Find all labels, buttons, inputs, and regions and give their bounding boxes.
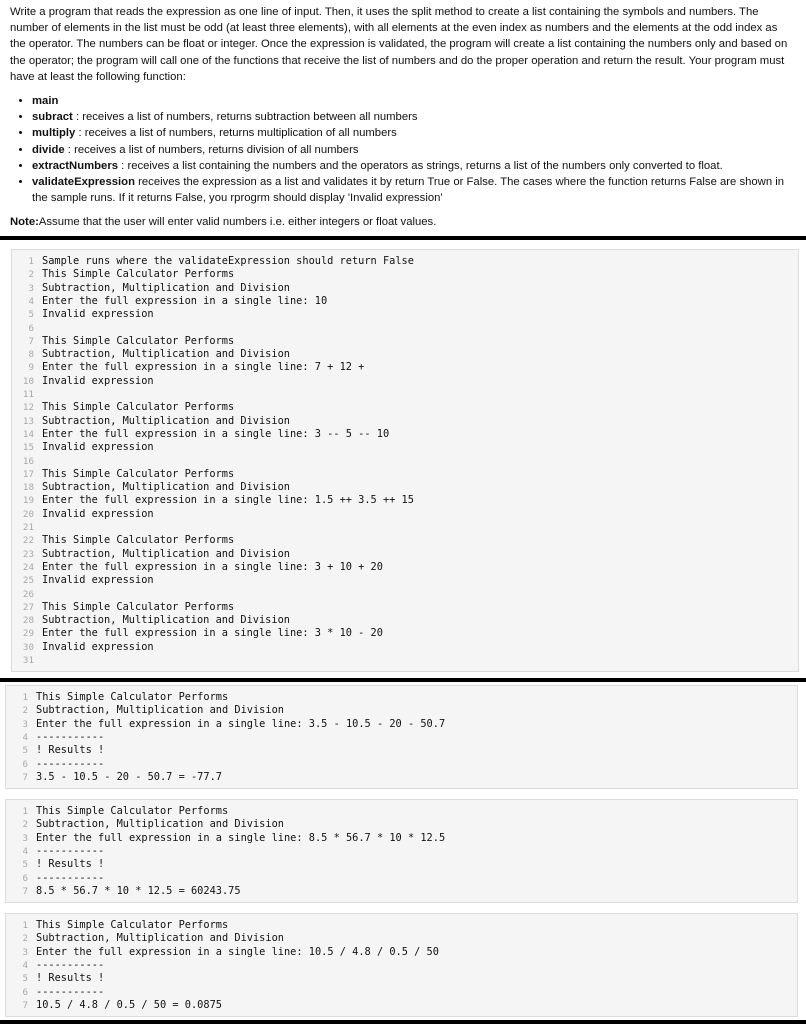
code-line: Enter the full expression in a single line: 3 * 10 - 20 [42,627,383,640]
line-number: 6 [28,322,34,334]
line-number: 3 [22,946,28,958]
line-number: 9 [28,362,34,374]
function-name: validateExpression [32,176,135,189]
line-number: 4 [22,845,28,857]
line-number: 7 [22,999,28,1011]
code-line: ----------- [36,871,105,884]
line-number: 6 [22,986,28,998]
line-number: 4 [22,959,28,971]
line-number: 2 [22,705,28,717]
line-number: 7 [28,335,34,347]
code-line: Enter the full expression in a single line: 10 [42,294,328,307]
line-number: 2 [22,819,28,831]
function-name: divide [32,143,65,156]
function-item [32,174,796,206]
code-line: Subtraction, Multiplication and Division [36,818,284,831]
function-item [32,142,796,158]
line-number: 7 [22,885,28,897]
line-number: 1 [22,692,28,703]
line-number: 31 [22,655,34,666]
code-line: 3.5 - 10.5 - 20 - 50.7 = -77.7 [36,770,222,783]
instructions-section [0,0,806,236]
line-number: 3 [22,832,28,844]
line-number: 27 [22,601,34,613]
line-number: 30 [22,641,34,653]
code-line: ! Results ! [36,744,105,757]
code-line: Invalid expression [42,308,154,321]
line-number: 21 [22,522,34,533]
valid-run-code-block [5,913,798,1017]
line-number: 2 [22,933,28,945]
divider [0,1020,806,1024]
line-number: 29 [22,628,34,640]
line-number: 5 [22,973,28,985]
code-line: Subtraction, Multiplication and Division [36,932,284,945]
code-line: This Simple Calculator Performs [42,334,235,347]
function-name: extractNumbers [32,159,119,172]
code-line: Sample runs where the validateExpression should return False [42,255,414,267]
line-number: 7 [22,771,28,783]
line-number: 25 [22,575,34,587]
code-line: Enter the full expression in a single line: 8.5 * 56.7 * 10 * 12.5 [36,831,446,844]
code-line: This Simple Calculator Performs [42,401,235,414]
line-number: 28 [22,615,34,627]
line-number: 4 [22,731,28,743]
line-number: 18 [22,482,34,494]
line-number: 26 [22,588,34,600]
line-number: 17 [22,468,34,480]
function-list [10,93,796,206]
code-line: ----------- [36,757,105,770]
code-line: Enter the full expression in a single line: 3 -- 5 -- 10 [42,427,390,440]
line-number: 1 [22,920,28,931]
code-line: This Simple Calculator Performs [42,534,235,547]
line-number: 3 [22,718,28,730]
code-line: Subtraction, Multiplication and Division [42,614,290,627]
code-line: ----------- [36,958,105,971]
code-line: Subtraction, Multiplication and Division [42,414,290,427]
line-number: 1 [28,256,34,267]
line-number: 4 [28,295,34,307]
code-line: This Simple Calculator Performs [36,691,229,703]
code-line: Invalid expression [42,640,154,653]
code-line: This Simple Calculator Performs [42,268,235,281]
code-line: 8.5 * 56.7 * 10 * 12.5 = 60243.75 [36,884,241,897]
code-line: Enter the full expression in a single line: 10.5 / 4.8 / 0.5 / 50 [36,945,439,958]
function-item [32,125,796,141]
line-number: 10 [22,375,34,387]
function-name: multiply [32,127,76,140]
function-description: : receives a list of numbers, returns multiplication of all numbers [75,127,397,140]
line-number: 15 [22,442,34,454]
code-line: Invalid expression [42,374,154,387]
line-number: 24 [22,561,34,573]
function-description: : receives a list containing the numbers and the operators as strings, returns a list of the numbers only converted to float. [118,159,723,172]
code-line: Subtraction, Multiplication and Division [36,704,284,717]
line-number: 13 [22,415,34,427]
function-name: main [32,95,59,108]
line-number: 5 [28,309,34,321]
code-line: Enter the full expression in a single line: 1.5 ++ 3.5 ++ 15 [42,494,414,507]
code-line: Invalid expression [42,507,154,520]
line-number: 19 [22,495,34,507]
note-label: Note: [10,216,39,229]
valid-run-code-block [5,799,798,903]
function-item [32,93,796,109]
code-line: Enter the full expression in a single line: 3 + 10 + 20 [42,560,383,573]
line-number: 6 [22,758,28,770]
line-number: 5 [22,859,28,871]
code-line: Invalid expression [42,441,154,454]
line-number: 8 [28,349,34,361]
code-line: ----------- [36,730,105,743]
function-description: : receives a list of numbers, returns subtraction between all numbers [72,111,418,124]
code-line: Subtraction, Multiplication and Division [42,547,290,560]
function-description: receives the expression as a list and validates it by return True or False. The cases where the function returns False are shown in the sample runs. If it returns False, you rprogrm should display 'Invalid expression' [32,176,785,205]
function-description: : receives a list of numbers, returns division of all numbers [64,143,359,156]
code-line: Subtraction, Multiplication and Division [42,481,290,494]
code-line: This Simple Calculator Performs [36,805,229,817]
code-line: ----------- [36,985,105,998]
line-number: 23 [22,548,34,560]
line-number: 1 [22,806,28,817]
code-line: 10.5 / 4.8 / 0.5 / 50 = 0.0875 [36,998,222,1011]
code-line: ----------- [36,844,105,857]
code-line: Enter the full expression in a single line: 3.5 - 10.5 - 20 - 50.7 [36,717,446,730]
code-line: Invalid expression [42,574,154,587]
line-number: 3 [28,282,34,294]
code-line: Subtraction, Multiplication and Division [42,348,290,361]
line-number: 6 [22,872,28,884]
note-paragraph [10,214,796,230]
line-number: 20 [22,508,34,520]
function-name: subract [32,111,73,124]
note-text: Assume that the user will enter valid numbers i.e. either integers or float values. [38,216,437,229]
divider [0,236,806,240]
code-line: ! Results ! [36,972,105,985]
function-item [32,109,796,125]
line-number: 5 [22,745,28,757]
code-line: Enter the full expression in a single line: 7 + 12 + [42,361,365,374]
code-line: This Simple Calculator Performs [42,467,235,480]
line-number: 12 [22,402,34,414]
intro-paragraph: Write a program that reads the expression as one line of input. Then, it uses the split method to create a list containing the symbols and numbers. The number of elements in the list must be odd (at least three elements), with all elements at the even index as numbers and the elements at the odd index as the operator. The numbers can be float or integer. Once the expression is validated, the program will create a list containing the numbers only and based on the operator; the program will call one of the functions that receive the list of numbers and do the proper operation and return the result. Your program must have at least the following function: [10,6,788,83]
function-item [32,158,796,174]
line-number: 2 [28,269,34,281]
divider [0,678,806,682]
valid-run-code-block [5,685,798,789]
code-line: This Simple Calculator Performs [42,600,235,613]
code-line: Subtraction, Multiplication and Division [42,281,290,294]
code-line: ! Results ! [36,858,105,871]
invalid-runs-code-block [11,249,799,672]
code-line: This Simple Calculator Performs [36,919,229,931]
line-number: 11 [22,389,34,400]
line-number: 14 [22,428,34,440]
line-number: 22 [22,535,34,547]
line-number: 16 [22,455,34,467]
